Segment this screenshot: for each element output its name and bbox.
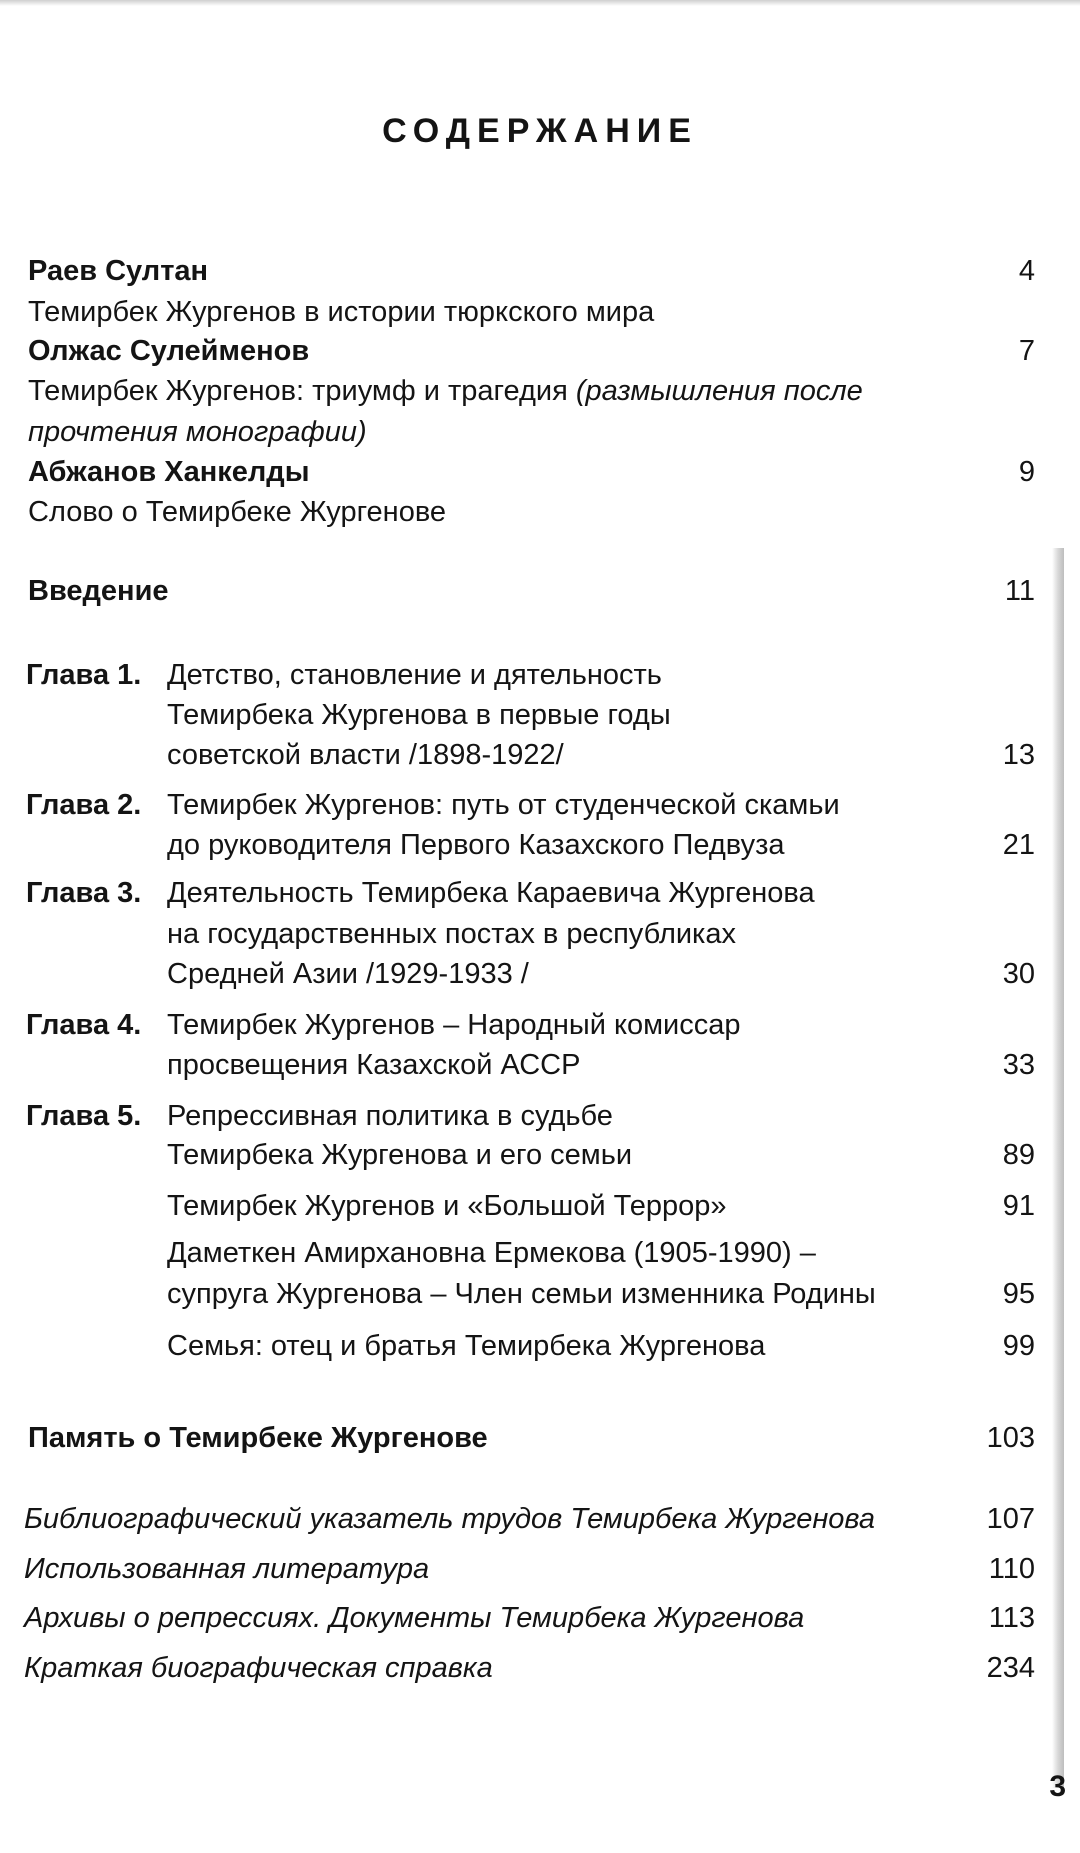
chapter-title-line: Детство, становление и дятельность — [167, 659, 662, 691]
page-number: 3 — [1049, 1770, 1066, 1803]
chapter-number: Глава 5. — [26, 1100, 142, 1132]
page-ref: 13 — [1002, 739, 1035, 771]
entry-note: (размышления после — [575, 375, 863, 407]
page-ref: 107 — [986, 1503, 1035, 1535]
entry-note: прочтения монографии) — [28, 416, 367, 448]
section-title: Темирбек Жургенов и «Большой Террор» — [167, 1190, 727, 1222]
page-ref: 4 — [1018, 255, 1035, 287]
chapter-title-line: советской власти /1898-1922/ — [167, 739, 564, 771]
page-title: СОДЕРЖАНИЕ — [382, 112, 698, 150]
author: Олжас Сулейменов — [28, 335, 310, 367]
appendix-title: Библиографический указатель трудов Темирбека Жургенова — [24, 1503, 876, 1535]
page-ref: 33 — [1002, 1049, 1035, 1081]
chapter-title-line: Средней Азии /1929-1933 / — [167, 958, 529, 990]
scan-top-edge — [0, 0, 1080, 6]
page-ref: 21 — [1002, 829, 1035, 861]
chapter-title-line: на государственных постах в республиках — [167, 918, 737, 950]
chapter-title-line: Репрессивная политика в судьбе — [167, 1100, 613, 1132]
appendix-title: Использованная литература — [24, 1553, 430, 1585]
page-ref: 11 — [1004, 575, 1035, 607]
page-ref: 7 — [1018, 335, 1035, 367]
chapter-title-line: Темирбек Жургенов – Народный комиссар — [167, 1009, 741, 1041]
appendix-title: Архивы о репрессиях. Документы Темирбека Жургенова — [24, 1602, 805, 1634]
scan-right-edge — [1052, 548, 1064, 1788]
chapter-number: Глава 2. — [26, 789, 142, 821]
author: Абжанов Ханкелды — [28, 456, 310, 488]
entry-title: Память о Темирбеке Жургенове — [28, 1422, 488, 1454]
chapter-title-line: до руководителя Первого Казахского Педвуза — [167, 829, 785, 861]
entry-title: Темирбек Жургенов в истории тюркского мира — [28, 296, 655, 328]
page-ref: 110 — [988, 1553, 1035, 1585]
entry-title: Слово о Темирбеке Жургенове — [28, 496, 447, 528]
chapter-number: Глава 3. — [26, 877, 142, 909]
page-ref: 103 — [986, 1422, 1035, 1454]
page-ref: 91 — [1002, 1190, 1035, 1222]
section-title: супруга Жургенова – Член семьи изменника Родины — [167, 1278, 876, 1310]
page-ref: 89 — [1002, 1139, 1035, 1171]
chapter-title-line: Темирбек Жургенов: путь от студенческой скамьи — [167, 789, 840, 821]
page-ref: 95 — [1002, 1278, 1035, 1310]
chapter-title-line: просвещения Казахской АССР — [167, 1049, 581, 1081]
page-ref: 99 — [1002, 1330, 1035, 1362]
entry-title-main: Темирбек Жургенов: триумф и трагедия — [28, 375, 568, 407]
entry-title — [28, 371, 863, 411]
page-ref: 234 — [986, 1652, 1035, 1684]
entry-title: Введение — [28, 575, 169, 607]
chapter-number: Глава 1. — [26, 659, 142, 691]
chapter-title-line: Темирбека Жургенова и его семьи — [167, 1139, 633, 1171]
section-title: Даметкен Амирхановна Ермекова (1905-1990) – — [167, 1237, 816, 1269]
author: Раев Султан — [28, 255, 209, 287]
chapter-number: Глава 4. — [26, 1009, 142, 1041]
page-ref: 113 — [988, 1602, 1035, 1634]
appendix-title: Краткая биографическая справка — [24, 1652, 493, 1684]
chapter-title-line: Темирбека Жургенова в первые годы — [167, 699, 671, 731]
page-ref: 9 — [1018, 456, 1035, 488]
page-ref: 30 — [1002, 958, 1035, 990]
section-title: Семья: отец и братья Темирбека Жургенова — [167, 1330, 766, 1362]
chapter-title-line: Деятельность Темирбека Караевича Жургенова — [167, 877, 815, 909]
